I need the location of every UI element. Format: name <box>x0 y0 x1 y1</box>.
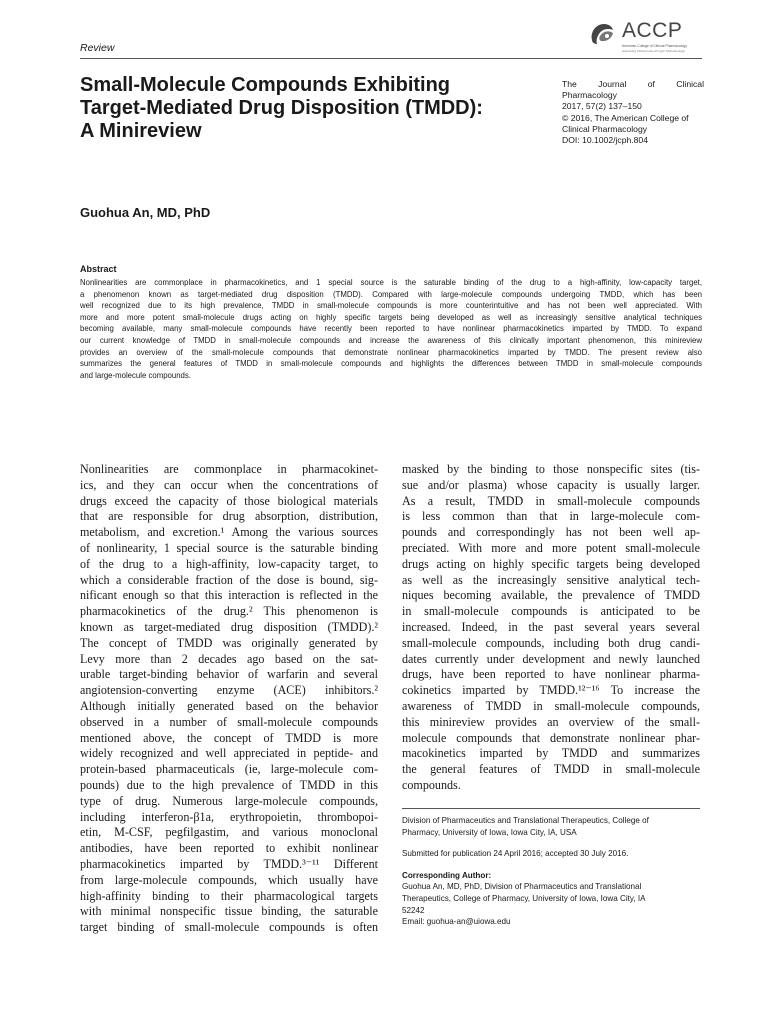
body-line: as well as the increasingly sensitive analytical tech- <box>402 572 700 587</box>
body-line: metabolism, and excretion.¹ Among the various sources <box>80 525 378 540</box>
section-label: Review <box>80 42 115 54</box>
logo-tagline: Advancing Clinical Care through Pharmacology <box>622 49 685 53</box>
body-line: ics, and they can occur when the concentrations of <box>80 477 378 492</box>
body-line: which a considerable fraction of the dose is bound, sig- <box>80 572 378 587</box>
body-line: dates currently under development and newly launched <box>402 651 700 666</box>
body-line: angiotension-converting enzyme (ACE) inhibitors.² <box>80 683 378 698</box>
body-line: awareness of TMDD in small-molecule compounds, <box>402 698 700 713</box>
corresponding-author-address: Guohua An, MD, PhD, Division of Pharmaceutics and Translational <box>402 882 642 892</box>
body-line: niques becoming available, the prevalence of TMDD <box>402 588 700 603</box>
body-line: Although initially generated based on the behavior <box>80 698 378 713</box>
body-line: mentioned above, the concept of TMDD is more <box>80 730 378 745</box>
body-line: drugs exceed the capacity of those biological materials <box>80 493 378 508</box>
corresponding-author-heading: Corresponding Author: <box>402 870 492 880</box>
body-line: macokinetics imparted by TMDD and summarizes <box>402 746 700 761</box>
body-line: cokinetics imparted by TMDD.¹²⁻¹⁶ To increase the <box>402 683 700 698</box>
journal-name: The Journal of Clinical Pharmacology <box>562 79 704 101</box>
journal-doi: DOI: 10.1002/jcph.804 <box>562 135 648 146</box>
body-line: pharmacokinetics of the drug.² This phenomenon is <box>80 604 378 619</box>
body-line: that are responsible for drug absorption, distribution, <box>80 509 378 524</box>
title-line: Target-Mediated Drug Disposition (TMDD): <box>80 97 483 119</box>
body-line: with minimal nonspecific tissue binding, the saturable <box>80 904 378 919</box>
body-line: including interferon-β1a, erythropoietin, thrombopoi- <box>80 809 378 824</box>
abstract-heading: Abstract <box>80 264 117 274</box>
accp-logo <box>586 18 706 52</box>
affiliation: Pharmacy, University of Iowa, Iowa City, IA, USA <box>402 827 577 837</box>
affiliation: Division of Pharmaceutics and Translational Therapeutics, College of <box>402 816 649 825</box>
body-line: observed in a number of small-molecule compounds <box>80 714 378 729</box>
body-line: pounds) due to the high prevalence of TMDD in this <box>80 777 378 792</box>
submission-dates: Submitted for publication 24 April 2016; accepted 30 July 2016. <box>402 849 629 859</box>
body-column-right <box>402 462 700 794</box>
abstract-line: becoming available, many small-molecule compounds have recently been reported to have nonlinear pharmacokinetics imparted by TMDD. To expand <box>80 324 702 334</box>
body-line: widely recognized and well appreciated in peptide- and <box>80 746 378 761</box>
title-line: A Minireview <box>80 120 202 142</box>
abstract-text <box>80 277 702 381</box>
footnotes <box>402 815 700 928</box>
journal-copyright-cont: Clinical Pharmacology <box>562 123 648 134</box>
body-line: compounds. <box>402 777 461 792</box>
journal-copyright: © 2016, The American College of <box>562 112 689 123</box>
corresponding-author-address: Therapeutics, College of Pharmacy, University of Iowa, Iowa City, IA <box>402 893 646 903</box>
journal-volume: 2017, 57(2) 137–150 <box>562 101 642 112</box>
body-line: this minireview provides an overview of the small- <box>402 714 700 729</box>
body-line: The concept of TMDD was originally generated by <box>80 635 378 650</box>
body-line: target binding of small-molecule compounds is often <box>80 920 378 935</box>
abstract-line: more and more potent small-molecule drugs acting on highly specific targets being developed as well as increasingly sensitive analytical techniques <box>80 312 702 322</box>
body-line: masked by the binding to those nonspecific sites (tis- <box>402 462 700 476</box>
body-line: urable target-binding behavior of warfarin and several <box>80 667 378 682</box>
abstract-line: Nonlinearities are commonplace in pharmacokinetics, and 1 special source is the saturable binding of the drug to a high-affinity, low-capacity target, <box>80 278 702 287</box>
body-line: Nonlinearities are commonplace in pharmacokinet- <box>80 462 378 476</box>
title-line: Small-Molecule Compounds Exhibiting <box>80 74 451 96</box>
body-line: nificant enough so that this interaction is reflected in the <box>80 588 378 603</box>
logo-subtitle: American College of Clinical Pharmacology <box>622 44 688 48</box>
body-line: type of drug. Numerous large-molecule compounds, <box>80 793 378 808</box>
body-line: Levy more than 2 decades ago based on the sat- <box>80 651 378 666</box>
body-line: protein-based pharmaceuticals (ie, large-molecule com- <box>80 762 378 777</box>
body-line: is less common than that in large-molecule com- <box>402 509 700 524</box>
body-line: small-molecule compounds, including both drug candi- <box>402 635 700 650</box>
header-rule <box>80 58 702 59</box>
body-line: drugs, have been reported to have nonlinear pharma- <box>402 667 700 682</box>
body-line: etin, M-CSF, pegfilgastim, and various monoclonal <box>80 825 378 840</box>
body-line: molecule compounds that demonstrate nonlinear phar- <box>402 730 700 745</box>
accp-emblem-icon <box>586 18 618 50</box>
body-line: pounds and correspondingly has not been well ap- <box>402 525 700 540</box>
author-name: Guohua An, MD, PhD <box>80 205 211 220</box>
body-line: pharmacokinetics imparted by TMDD.³⁻¹¹ Different <box>80 856 378 871</box>
article-title <box>80 74 520 143</box>
body-line: of the drug to a high-affinity, low-capacity target, to <box>80 556 378 571</box>
abstract-line: and large-molecule compounds. <box>80 370 191 380</box>
body-line: preciated. With more and more potent small-molecule <box>402 540 700 555</box>
corresponding-author-email: Email: guohua-an@uiowa.edu <box>402 917 511 927</box>
abstract-line: provides an overview of the small-molecule compounds that demonstrate nonlinear pharmacokinetics imparted by TMDD. The present review also <box>80 347 702 357</box>
journal-info <box>562 79 704 146</box>
abstract-line: well recognized due to its high prevalence, TMDD in small-molecule compounds is more counterintuitive and has not been well appreciated. With <box>80 301 702 311</box>
abstract-line: a phenomenon known as target-mediated drug disposition (TMDD). Compared with large-molecule compounds undergoing TMDD, which has been <box>80 289 702 299</box>
body-line: antibodies, have been reported to exhibit nonlinear <box>80 841 378 856</box>
footnote-rule <box>402 808 700 809</box>
abstract-line: our current knowledge of TMDD in small-molecule compounds and increase the awareness of this clinically important phenomenon, this minireview <box>80 335 702 345</box>
body-line: known as target-mediated drug disposition (TMDD).² <box>80 619 378 634</box>
body-line: in small-molecule compounds is anticipated to be <box>402 604 700 619</box>
body-line: high-affinity binding to their pharmacological targets <box>80 888 378 903</box>
corresponding-author-address: 52242 <box>402 905 425 915</box>
body-line: the general features of TMDD in small-molecule <box>402 762 700 777</box>
body-line: increased. Indeed, in the past several years several <box>402 619 700 634</box>
logo-wordmark: ACCP <box>622 19 683 42</box>
body-line: As a result, TMDD in small-molecule compounds <box>402 493 700 508</box>
body-line: from large-molecule compounds, which usually have <box>80 872 378 887</box>
body-line: of nonlinearity, 1 special source is the saturable binding <box>80 540 378 555</box>
body-column-left <box>80 462 378 936</box>
body-line: sue and/or plasma) whose capacity is usually larger. <box>402 477 700 492</box>
body-line: drugs acting on highly specific targets being developed <box>402 556 700 571</box>
abstract-line: summarizes the general features of TMDD in small-molecule compounds and highlights the differences between TMDD in small-molecule compounds <box>80 359 702 369</box>
